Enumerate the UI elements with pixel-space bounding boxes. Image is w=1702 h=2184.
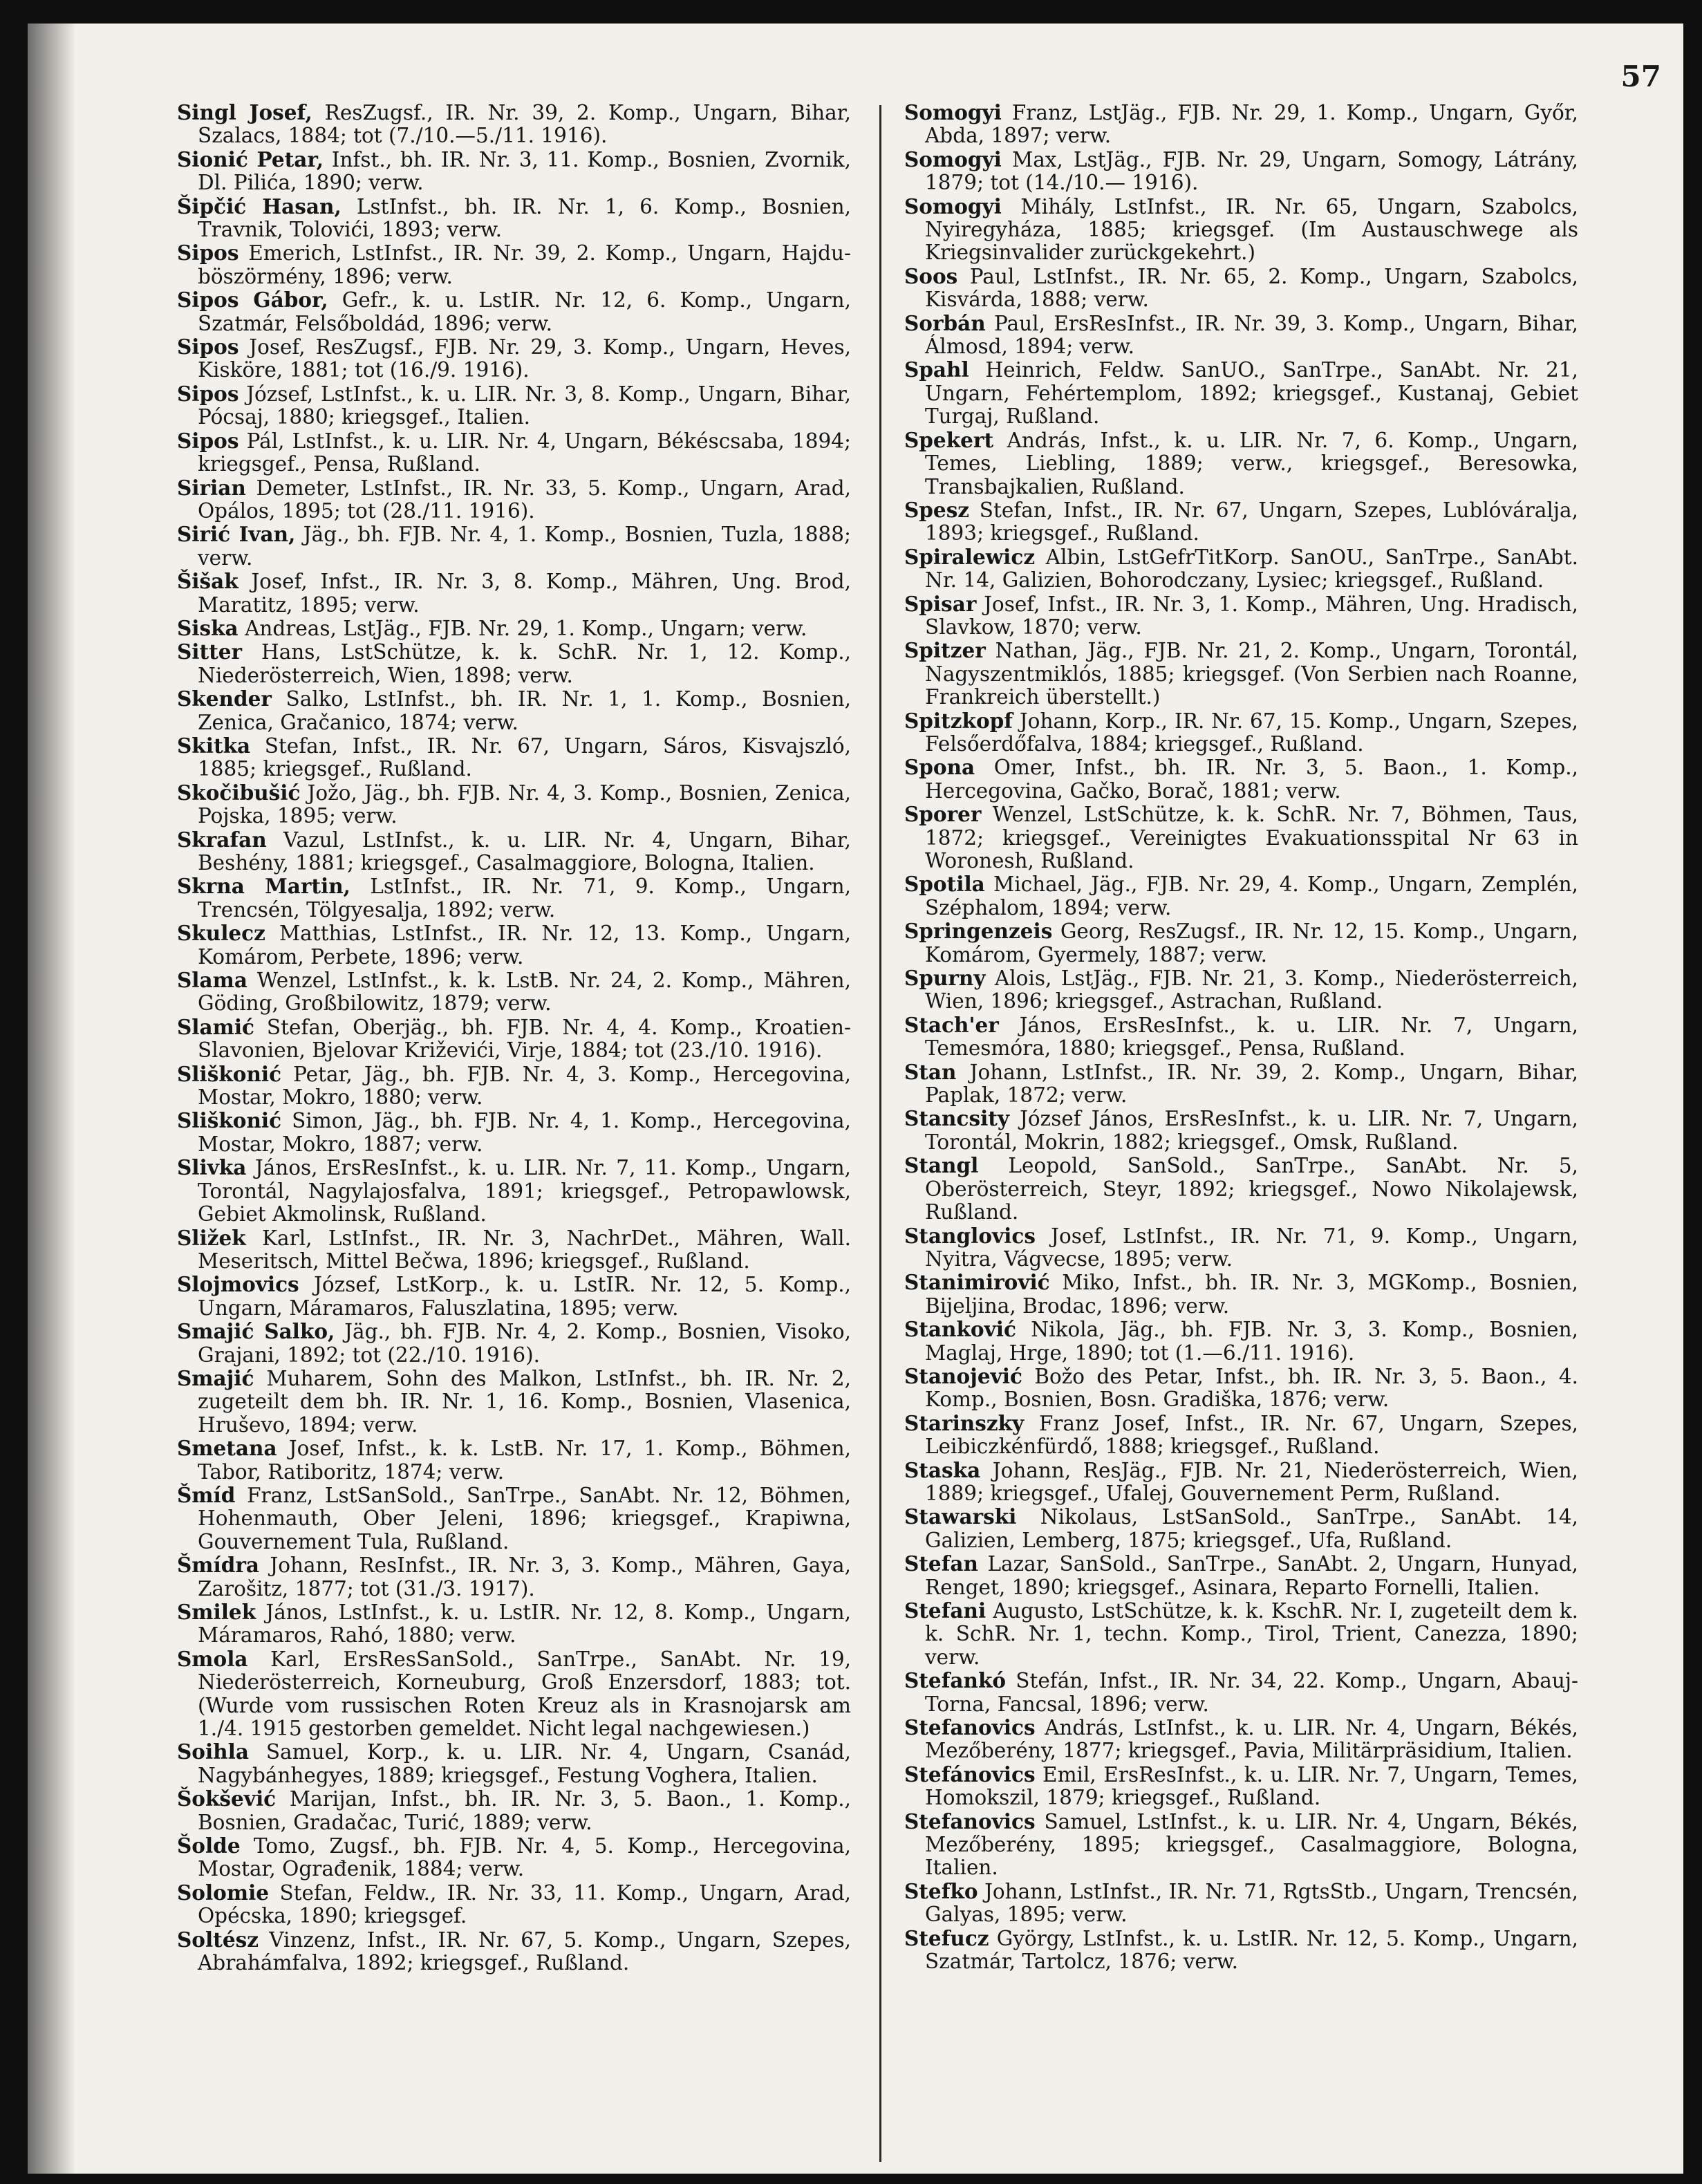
- entry-surname: Somogyi: [904, 194, 1002, 218]
- entry-surname: Sipos: [177, 241, 239, 265]
- entry-details: Karl, LstInfst., IR. Nr. 3, NachrDet., Mähren, Wall. Meseritsch, Mittel Bečwa, 1896; kriegsgef., Rußland.: [198, 1226, 851, 1273]
- entry-surname: Stefan: [904, 1551, 978, 1576]
- entry-details: Johann, ResInfst., IR. Nr. 3, 3. Komp., Mähren, Gaya, Zarošitz, 1877; tot (31./3. 1917).: [198, 1553, 851, 1600]
- entry-details: János, ErsResInfst., k. u. LIR. Nr. 7, 11. Komp., Ungarn, Torontál, Nagylajosfalva, 1891; kriegsgef., Petropawlowsk, Gebiet Akmolinsk, Rußland.: [198, 1156, 851, 1226]
- roll-entry: [904, 1061, 1578, 1108]
- entry-surname: Slivka: [177, 1155, 247, 1180]
- roll-entry: [904, 1459, 1578, 1506]
- entry-surname: Stefucz: [904, 1925, 989, 1950]
- roll-entry: [177, 1320, 851, 1367]
- roll-entry: [177, 1648, 851, 1741]
- roll-entry: [177, 1740, 851, 1787]
- roll-entry: [177, 922, 851, 969]
- roll-entry: [177, 687, 851, 734]
- entry-surname: Stanojević: [904, 1363, 1022, 1388]
- roll-entry: [904, 1763, 1578, 1810]
- entry-surname: Stancsity: [904, 1106, 1010, 1131]
- entry-details: Albin, LstGefrTitKorp. SanOU., SanTrpe., SanAbt. Nr. 14, Galizien, Bohorodczany, Lysiec; kriegsgef., Rußland.: [925, 545, 1578, 592]
- entry-details: Jožo, Jäg., bh. FJB. Nr. 4, 3. Komp., Bosnien, Zenica, Pojska, 1895; verw.: [198, 781, 851, 828]
- entry-surname: Skočibušić: [177, 780, 301, 805]
- entry-details: Wenzel, LstInfst., k. k. LstB. Nr. 24, 2. Komp., Mähren, Göding, Großbilowitz, 1879; verw.: [198, 969, 851, 1016]
- entry-details: Gefr., k. u. LstIR. Nr. 12, 6. Komp., Ungarn, Szatmár, Felsőboldád, 1896; verw.: [198, 288, 851, 335]
- roll-entry: [177, 875, 851, 922]
- roll-entry: [177, 288, 851, 335]
- left-column: [177, 101, 851, 1975]
- entry-surname: Stefánovics: [904, 1762, 1036, 1786]
- entry-surname: Slojmovics: [177, 1272, 299, 1297]
- entry-details: Mihály, LstInfst., IR. Nr. 65, Ungarn, Szabolcs, Nyiregyháza, 1885; kriegsgef. (Im Austauschwege als Kriegsinvalider zurückgekehrt.): [925, 194, 1578, 265]
- roll-entry: [904, 709, 1578, 756]
- entry-details: Emerich, LstInfst., IR. Nr. 39, 2. Komp., Ungarn, Hajdu-böszörmény, 1896; verw.: [198, 241, 851, 288]
- roll-entry: [177, 241, 851, 288]
- roll-entry: [904, 803, 1578, 872]
- roll-entry: [904, 545, 1578, 592]
- entry-details: Pál, LstInfst., k. u. LIR. Nr. 4, Ungarn, Békéscsaba, 1894; kriegsgef., Pensa, Rußland.: [198, 429, 851, 476]
- entry-surname: Stefankó: [904, 1668, 1007, 1693]
- entry-details: Johann, LstInfst., IR. Nr. 39, 2. Komp., Ungarn, Bihar, Paplak, 1872; verw.: [925, 1060, 1578, 1108]
- entry-surname: Sionić Petar,: [177, 147, 324, 171]
- entry-surname: Siska: [177, 615, 239, 640]
- roll-entry: [177, 1367, 851, 1437]
- entry-surname: Smajić Salko,: [177, 1319, 335, 1344]
- entry-surname: Stefanovics: [904, 1809, 1036, 1833]
- entry-surname: Šmídra: [177, 1553, 260, 1578]
- entry-surname: Sirić Ivan,: [177, 522, 296, 547]
- entry-surname: Sorbán: [904, 310, 986, 335]
- roll-entry: [177, 1787, 851, 1834]
- entry-surname: Skulecz: [177, 921, 265, 946]
- roll-entry: [904, 312, 1578, 359]
- entry-surname: Staska: [904, 1457, 981, 1482]
- entry-details: Omer, Infst., bh. IR. Nr. 3, 5. Baon., 1. Komp., Hercegovina, Gačko, Borač, 1881; verw.: [925, 756, 1578, 803]
- entry-surname: Spiralewicz: [904, 544, 1036, 569]
- entry-surname: Slamić: [177, 1014, 255, 1039]
- entry-details: Nikolaus, LstSanSold., SanTrpe., SanAbt. 14, Galizien, Lemberg, 1875; kriegsgef., Ufa, Rußland.: [925, 1505, 1578, 1552]
- roll-entry: [177, 195, 851, 242]
- entry-details: Johann, LstInfst., IR. Nr. 71, RgtsStb., Ungarn, Trencsén, Galyas, 1895; verw.: [925, 1879, 1578, 1927]
- entry-details: Infst., bh. IR. Nr. 3, 11. Komp., Bosnien, Zvornik, Dl. Pilića, 1890; verw.: [198, 147, 851, 195]
- entry-details: Franz Josef, Infst., IR. Nr. 67, Ungarn, Szepes, Leibiczkénfürdő, 1888; kriegsgef., Rußland.: [925, 1411, 1578, 1459]
- roll-entry: [177, 429, 851, 476]
- roll-entry: [904, 1318, 1578, 1365]
- roll-entry: [177, 617, 851, 640]
- entry-details: Josef, LstInfst., IR. Nr. 71, 9. Komp., Ungarn, Nyitra, Vágvecse, 1895; verw.: [925, 1224, 1578, 1271]
- entry-surname: Stangl: [904, 1153, 979, 1178]
- entry-surname: Spona: [904, 755, 975, 780]
- entry-details: Simon, Jäg., bh. FJB. Nr. 4, 1. Komp., Hercegovina, Mostar, Mokro, 1887; verw.: [198, 1109, 851, 1156]
- entry-details: János, ErsResInfst., k. u. LIR. Nr. 7, Ungarn, Temesmóra, 1880; kriegsgef., Pensa, Rußland.: [925, 1013, 1578, 1061]
- entry-details: Josef, Infst., IR. Nr. 3, 1. Komp., Mähren, Ung. Hradisch, Slavkow, 1870; verw.: [925, 592, 1578, 639]
- entry-details: György, LstInfst., k. u. LstIR. Nr. 12, 5. Komp., Ungarn, Szatmár, Tartolcz, 1876; verw.: [925, 1926, 1578, 1974]
- roll-entry: [904, 639, 1578, 709]
- entry-surname: Spekert: [904, 427, 994, 452]
- entry-surname: Sipos: [177, 335, 239, 360]
- roll-entry: [177, 1109, 851, 1156]
- roll-entry: [904, 1107, 1578, 1154]
- document-page: [28, 24, 1683, 2174]
- entry-details: Petar, Jäg., bh. FJB. Nr. 4, 3. Komp., Hercegovina, Mostar, Mokro, 1880; verw.: [198, 1062, 851, 1110]
- entry-surname: Šmíd: [177, 1482, 236, 1507]
- entry-details: Heinrich, Feldw. SanUO., SanTrpe., SanAbt. Nr. 21, Ungarn, Fehértemplom, 1892; kriegsgef., Kustanaj, Gebiet Turgaj, Rußland.: [925, 358, 1578, 429]
- entry-details: Franz, LstSanSold., SanTrpe., SanAbt. Nr. 12, Böhmen, Hohenmauth, Ober Jeleni, 1896; kriegsgef., Krapiwna, Gouvernement Tula, Rußland.: [198, 1483, 851, 1553]
- entry-surname: Spesz: [904, 497, 970, 522]
- entry-details: Stefan, Oberjäg., bh. FJB. Nr. 4, 4. Komp., Kroatien-Slavonien, Bjelovar Križevići, Virje, 1884; tot (23./10. 1916).: [198, 1015, 851, 1063]
- entry-details: Max, LstJäg., FJB. Nr. 29, Ungarn, Somogy, Látrány, 1879; tot (14./10.— 1916).: [925, 147, 1578, 195]
- entry-surname: Sipos Gábor,: [177, 288, 328, 312]
- entry-details: Wenzel, LstSchütze, k. k. SchR. Nr. 7, Böhmen, Taus, 1872; kriegsgef., Vereinigtes Evakuationsspital Nr 63 in Woronesh, Rußland.: [925, 803, 1578, 872]
- entry-details: Samuel, LstInfst., k. u. LIR. Nr. 4, Ungarn, Békés, Mezőberény, 1895; kriegsgef., Casalmaggiore, Bologna, Italien.: [925, 1809, 1578, 1880]
- entry-details: Karl, ErsResSanSold., SanTrpe., SanAbt. Nr. 19, Niederösterreich, Korneuburg, Groß Enzersdorf, 1883; tot. (Wurde vom russischen Roten Kreuz als in Krasnojarsk am 1./4. 1915 gestorben gemeldet. Nicht legal nachgewiesen.): [198, 1647, 851, 1741]
- entry-details: Miko, Infst., bh. IR. Nr. 3, MGKomp., Bosnien, Bijeljina, Brodac, 1896; verw.: [925, 1271, 1578, 1318]
- roll-entry: [177, 1484, 851, 1553]
- entry-details: Matthias, LstInfst., IR. Nr. 12, 13. Komp., Ungarn, Komárom, Perbete, 1896; verw.: [198, 922, 851, 969]
- entry-details: Stefán, Infst., IR. Nr. 34, 22. Komp., Ungarn, Abauj-Torna, Fancsal, 1896; verw.: [925, 1669, 1578, 1716]
- entry-details: Josef, ResZugsf., FJB. Nr. 29, 3. Komp., Ungarn, Heves, Kisköre, 1881; tot (16./9. 1916).: [198, 335, 851, 382]
- roll-entry: [177, 640, 851, 687]
- roll-entry: [177, 1437, 851, 1484]
- entry-surname: Sliškonić: [177, 1108, 282, 1133]
- roll-entry: [904, 265, 1578, 312]
- entry-details: Jäg., bh. FJB. Nr. 4, 2. Komp., Bosnien, Visoko, Grajani, 1892; tot (22./10. 1916).: [198, 1320, 851, 1367]
- roll-entry: [904, 1365, 1578, 1412]
- roll-entry: [904, 498, 1578, 545]
- entry-details: József János, ErsResInfst., k. u. LIR. Nr. 7, Ungarn, Torontál, Mokrin, 1882; kriegsgef., Omsk, Rußland.: [925, 1107, 1578, 1154]
- roll-entry: [177, 734, 851, 781]
- entry-surname: Singl Josef,: [177, 100, 312, 124]
- roll-entry: [904, 920, 1578, 967]
- roll-entry: [904, 358, 1578, 428]
- entry-surname: Sliškonić: [177, 1061, 282, 1086]
- entry-surname: Smajić: [177, 1365, 254, 1390]
- entry-details: Salko, LstInfst., bh. IR. Nr. 1, 1. Komp., Bosnien, Zenica, Gračanico, 1874; verw.: [198, 687, 851, 734]
- entry-surname: Somogyi: [904, 100, 1002, 124]
- roll-entry: [904, 1271, 1578, 1318]
- entry-details: ResZugsf., IR. Nr. 39, 2. Komp., Ungarn, Bihar, Szalacs, 1884; tot (7./10.—5./11. 1916).: [198, 101, 852, 148]
- entry-details: Muharem, Sohn des Malkon, LstInfst., bh. IR. Nr. 2, zugeteilt dem bh. IR. Nr. 1, 16. Komp., Bosnien, Vlasenica, Hruševo, 1894; verw.: [198, 1366, 851, 1437]
- roll-entry: [904, 592, 1578, 640]
- roll-entry: [177, 1063, 851, 1110]
- roll-entry: [904, 148, 1578, 195]
- entry-surname: Spitzkopf: [904, 708, 1013, 733]
- roll-entry: [177, 1273, 851, 1320]
- binding-gutter-shadow: [28, 24, 76, 2174]
- roll-entry: [177, 781, 851, 828]
- entry-surname: Soihla: [177, 1739, 249, 1764]
- entry-details: József, LstKorp., k. u. LstIR. Nr. 12, 5. Komp., Ungarn, Máramaros, Faluszlatina, 1895; verw.: [198, 1273, 851, 1320]
- entry-details: Alois, LstJäg., FJB. Nr. 21, 3. Komp., Niederösterreich, Wien, 1896; kriegsgef., Astrachan, Rußland.: [925, 967, 1578, 1014]
- roll-entry: [177, 828, 851, 875]
- entry-surname: Šokšević: [177, 1786, 277, 1811]
- entry-details: Emil, ErsResInfst., k. u. LIR. Nr. 7, Ungarn, Temes, Homokszil, 1879; kriegsgef., Rußland.: [925, 1762, 1578, 1810]
- entry-details: Nikola, Jäg., bh. FJB. Nr. 3, 3. Komp., Bosnien, Maglaj, Hrge, 1890; tot (1.—6./11. 1916).: [925, 1318, 1578, 1365]
- entry-surname: Sitter: [177, 640, 243, 664]
- roll-entry: [904, 1716, 1578, 1763]
- roll-entry: [177, 1928, 851, 1975]
- entry-surname: Soos: [904, 263, 958, 288]
- entry-surname: Stach'er: [904, 1012, 999, 1037]
- entry-surname: Soltész: [177, 1927, 259, 1952]
- entry-surname: Sporer: [904, 802, 982, 827]
- roll-entry: [177, 523, 851, 570]
- entry-surname: Stan: [904, 1059, 957, 1084]
- entry-details: Hans, LstSchütze, k. k. SchR. Nr. 1, 12. Komp., Niederösterreich, Wien, 1898; verw.: [198, 640, 851, 687]
- entry-details: Demeter, LstInfst., IR. Nr. 33, 5. Komp., Ungarn, Arad, Opálos, 1895; tot (28./11. 1916).: [198, 476, 851, 523]
- column-divider: [879, 105, 881, 2162]
- entry-details: Vazul, LstInfst., k. u. LIR. Nr. 4, Ungarn, Bihar, Beshény, 1881; kriegsgef., Casalmaggiore, Bologna, Italien.: [198, 828, 851, 875]
- roll-entry: [177, 382, 851, 429]
- entry-surname: Stefani: [904, 1598, 986, 1623]
- roll-entry: [177, 1016, 851, 1063]
- entry-surname: Smetana: [177, 1436, 277, 1461]
- roll-entry: [177, 476, 851, 523]
- roll-entry: [904, 1505, 1578, 1552]
- roll-entry: [904, 1552, 1578, 1599]
- entry-surname: Spahl: [904, 357, 969, 382]
- entry-surname: Skrna Martin,: [177, 874, 350, 899]
- entry-details: Johann, ResJäg., FJB. Nr. 21, Niederösterreich, Wien, 1889; kriegsgef., Ufalej, Gouvernement Perm, Rußland.: [925, 1458, 1578, 1505]
- roll-entry: [904, 756, 1578, 803]
- entry-details: Augusto, LstSchütze, k. k. KschR. Nr. I, zugeteilt dem k. k. SchR. Nr. 1, techn. Komp., Tirol, Trient, Canezza, 1890; verw.: [925, 1599, 1578, 1669]
- entry-details: Josef, Infst., IR. Nr. 3, 8. Komp., Mähren, Ung. Brod, Maratitz, 1895; verw.: [198, 570, 851, 617]
- roll-entry: [177, 1834, 851, 1881]
- roll-entry: [904, 1224, 1578, 1271]
- entry-surname: Solomie: [177, 1880, 270, 1905]
- entry-surname: Sližek: [177, 1225, 246, 1250]
- entry-surname: Šišak: [177, 569, 239, 594]
- entry-details: Johann, Korp., IR. Nr. 67, 15. Komp., Ungarn, Szepes, Felsőerdőfalva, 1884; kriegsgef., Rußland.: [925, 709, 1578, 756]
- entry-surname: Skender: [177, 687, 272, 711]
- entry-surname: Sipos: [177, 428, 239, 453]
- entry-surname: Sirian: [177, 475, 246, 500]
- entry-surname: Spurny: [904, 966, 986, 991]
- entry-details: Leopold, SanSold., SanTrpe., SanAbt. Nr. 5, Oberösterreich, Steyr, 1892; kriegsgef., Nowo Nikolajewsk, Rußland.: [925, 1154, 1578, 1224]
- roll-entry: [904, 872, 1578, 920]
- roll-entry: [904, 101, 1578, 148]
- entry-details: Michael, Jäg., FJB. Nr. 29, 4. Komp., Ungarn, Zemplén, Széphalom, 1894; verw.: [925, 872, 1578, 920]
- entry-details: LstInfst., bh. IR. Nr. 1, 6. Komp., Bosnien, Travnik, Tolovići, 1893; verw.: [198, 194, 852, 242]
- entry-details: Jäg., bh. FJB. Nr. 4, 1. Komp., Bosnien, Tuzla, 1888; verw.: [198, 523, 851, 570]
- roll-entry: [904, 1599, 1578, 1669]
- roll-entry: [904, 1154, 1578, 1224]
- entry-surname: Smilek: [177, 1600, 256, 1624]
- entry-details: Franz, LstJäg., FJB. Nr. 29, 1. Komp., Ungarn, Győr, Abda, 1897; verw.: [925, 101, 1578, 148]
- roll-entry: [177, 101, 851, 148]
- roll-entry: [177, 1553, 851, 1600]
- entry-surname: Šipčić Hasan,: [177, 194, 342, 218]
- entry-surname: Sipos: [177, 381, 239, 406]
- roll-entry: [177, 1600, 851, 1648]
- entry-surname: Skitka: [177, 733, 251, 758]
- roll-entry: [177, 148, 851, 195]
- entry-surname: Stefanovics: [904, 1715, 1036, 1740]
- entry-surname: Stanković: [904, 1317, 1016, 1342]
- roll-entry: [177, 1226, 851, 1273]
- entry-surname: Spitzer: [904, 638, 986, 663]
- entry-surname: Smola: [177, 1646, 248, 1671]
- entry-details: LstInfst., IR. Nr. 71, 9. Komp., Ungarn, Trencsén, Tölgyesalja, 1892; verw.: [198, 875, 852, 922]
- entry-surname: Skrafan: [177, 827, 267, 852]
- page-number: 57: [1620, 59, 1661, 93]
- entry-details: János, LstInfst., k. u. LstIR. Nr. 12, 8. Komp., Ungarn, Máramaros, Rahó, 1880; verw.: [198, 1600, 851, 1648]
- entry-details: Tomo, Zugsf., bh. FJB. Nr. 4, 5. Komp., Hercegovina, Mostar, Ograđenik, 1884; verw.: [198, 1834, 851, 1881]
- entry-details: Josef, Infst., k. k. LstB. Nr. 17, 1. Komp., Böhmen, Tabor, Ratiboritz, 1874; verw.: [198, 1437, 851, 1484]
- roll-entry: [177, 335, 851, 382]
- entry-details: Paul, LstInfst., IR. Nr. 65, 2. Komp., Ungarn, Szabolcs, Kisvárda, 1888; verw.: [925, 264, 1578, 312]
- entry-surname: Spotila: [904, 872, 985, 897]
- roll-entry: [904, 1810, 1578, 1880]
- roll-entry: [177, 1881, 851, 1928]
- entry-details: András, LstInfst., k. u. LIR. Nr. 4, Ungarn, Békés, Mezőberény, 1877; kriegsgef., Pavia, Militärpräsidium, Italien.: [925, 1716, 1578, 1763]
- entry-surname: Somogyi: [904, 147, 1002, 171]
- entry-details: Lazar, SanSold., SanTrpe., SanAbt. 2, Ungarn, Hunyad, Renget, 1890; kriegsgef., Asinara, Reparto Fornelli, Italien.: [925, 1552, 1578, 1599]
- roll-entry: [904, 1880, 1578, 1927]
- entry-surname: Springenzeis: [904, 919, 1053, 944]
- roll-entry: [904, 195, 1578, 265]
- entry-details: Nathan, Jäg., FJB. Nr. 21, 2. Komp., Ungarn, Torontál, Nagyszentmiklós, 1885; kriegsgef. (Von Serbien nach Roanne, Frankreich überstellt.): [925, 639, 1578, 709]
- roll-entry: [177, 1156, 851, 1226]
- roll-entry: [904, 1927, 1578, 1974]
- roll-entry: [904, 1669, 1578, 1716]
- entry-surname: Stawarski: [904, 1504, 1017, 1529]
- entry-details: Marijan, Infst., bh. IR. Nr. 3, 5. Baon., 1. Komp., Bosnien, Gradačac, Turić, 1889; verw.: [198, 1787, 851, 1834]
- roll-entry: [904, 429, 1578, 498]
- entry-details: Andreas, LstJäg., FJB. Nr. 29, 1. Komp., Ungarn; verw.: [238, 616, 807, 640]
- roll-entry: [904, 1412, 1578, 1459]
- roll-entry: [904, 1014, 1578, 1061]
- entry-surname: Starinszky: [904, 1410, 1025, 1435]
- entry-details: Stefan, Infst., IR. Nr. 67, Ungarn, Sáros, Kisvajszló, 1885; kriegsgef., Rußland.: [198, 734, 851, 781]
- entry-details: András, Infst., k. u. LIR. Nr. 7, 6. Komp., Ungarn, Temes, Liebling, 1889; verw., kriegsgef., Beresowka, Transbajkalien, Rußland.: [925, 428, 1578, 498]
- roll-entry: [177, 570, 851, 617]
- entry-details: Vinzenz, Infst., IR. Nr. 67, 5. Komp., Ungarn, Szepes, Abrahámfalva, 1892; kriegsgef., Rußland.: [198, 1928, 851, 1975]
- entry-surname: Stefko: [904, 1878, 978, 1903]
- entry-details: Stefan, Feldw., IR. Nr. 33, 11. Komp., Ungarn, Arad, Opécska, 1890; kriegsgef.: [198, 1880, 851, 1928]
- entry-surname: Šolde: [177, 1833, 241, 1858]
- entry-details: Georg, ResZugsf., IR. Nr. 12, 15. Komp., Ungarn, Komárom, Gyermely, 1887; verw.: [925, 920, 1578, 967]
- right-column: [904, 101, 1578, 1974]
- roll-entry: [904, 967, 1578, 1014]
- entry-details: Stefan, Infst., IR. Nr. 67, Ungarn, Szepes, Lublóváralja, 1893; kriegsgef., Rußland.: [925, 498, 1578, 545]
- entry-surname: Spisar: [904, 591, 977, 616]
- roll-entry: [177, 969, 851, 1016]
- entry-details: Paul, ErsResInfst., IR. Nr. 39, 3. Komp., Ungarn, Bihar, Álmosd, 1894; verw.: [925, 311, 1578, 359]
- entry-details: Božo des Petar, Infst., bh. IR. Nr. 3, 5. Baon., 4. Komp., Bosnien, Bosn. Gradiška, 1876; verw.: [925, 1364, 1578, 1412]
- entry-details: József, LstInfst., k. u. LIR. Nr. 3, 8. Komp., Ungarn, Bihar, Pócsaj, 1880; kriegsgef., Italien.: [198, 382, 851, 429]
- entry-details: Samuel, Korp., k. u. LIR. Nr. 4, Ungarn, Csanád, Nagybánhegyes, 1889; kriegsgef., Festung Voghera, Italien.: [198, 1740, 851, 1787]
- entry-surname: Stanglovics: [904, 1223, 1036, 1248]
- entry-surname: Stanimirović: [904, 1270, 1050, 1295]
- entry-surname: Slama: [177, 968, 247, 993]
